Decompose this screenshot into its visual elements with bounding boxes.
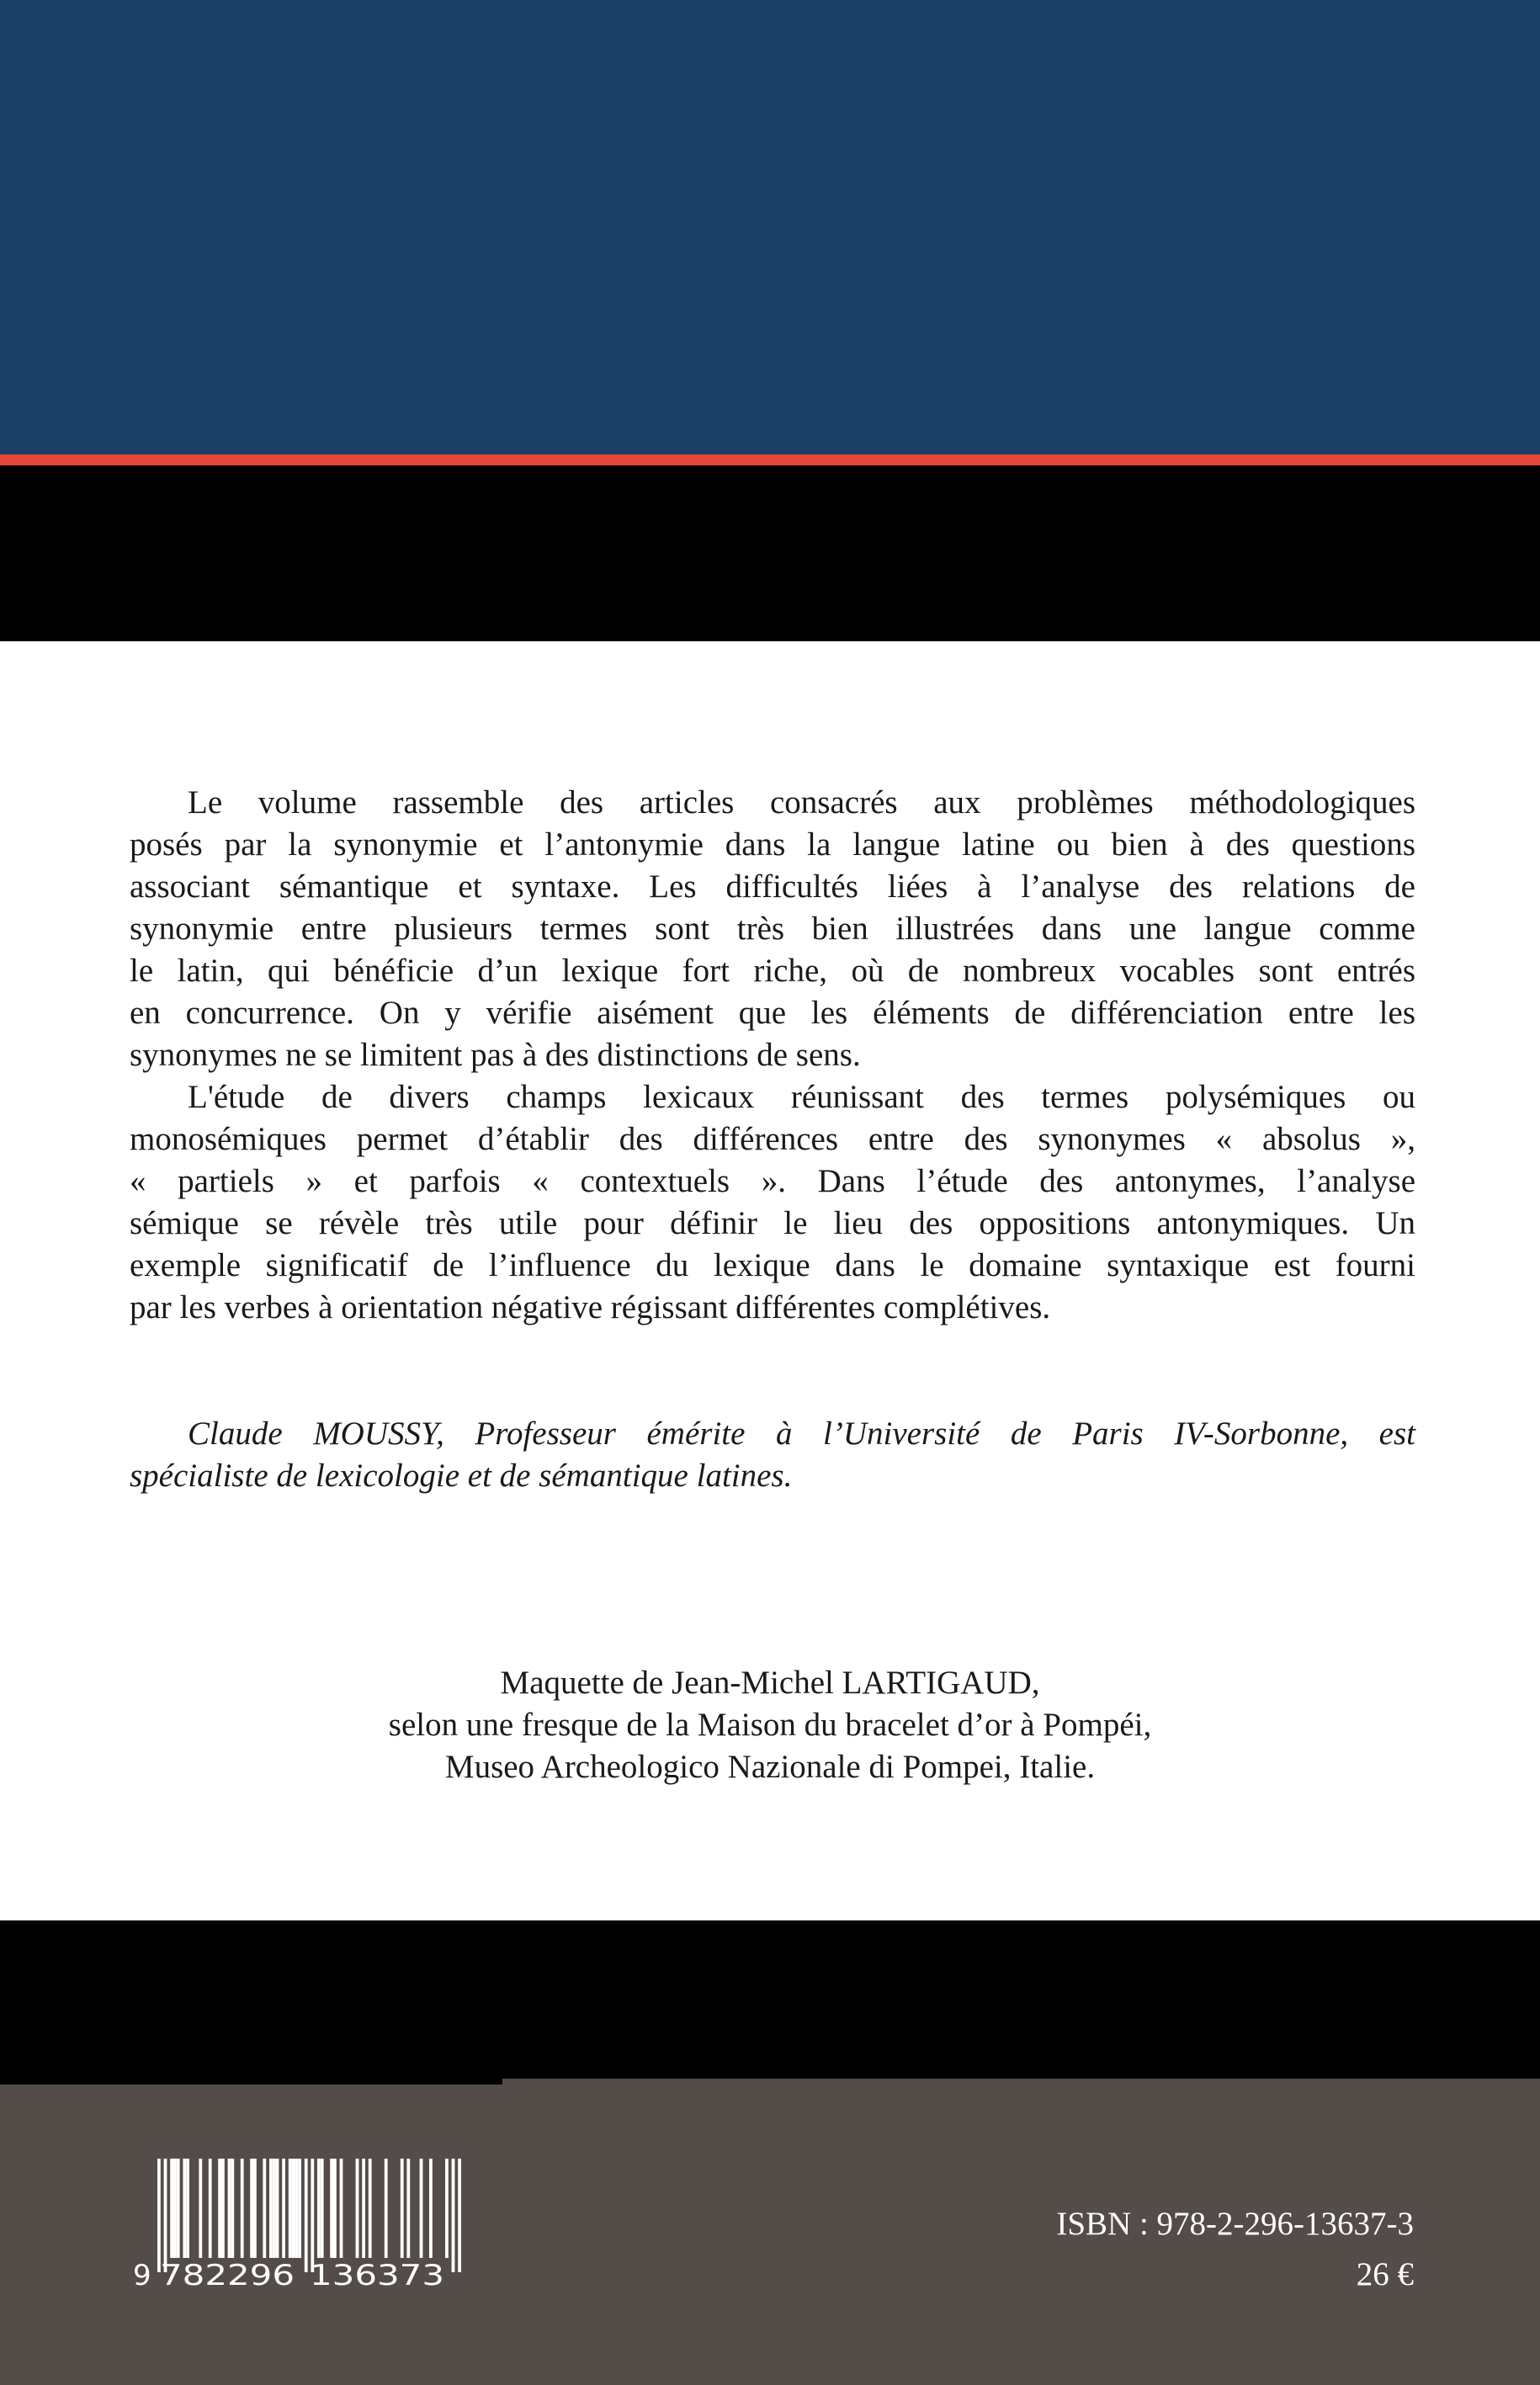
accent-stripe bbox=[0, 454, 1540, 465]
barcode-bar bbox=[177, 2159, 180, 2258]
barcode-bar bbox=[369, 2159, 372, 2258]
barcode-bar bbox=[228, 2159, 231, 2258]
author-bio-line: spécialiste de lexicologie et de sémantique latines. bbox=[130, 1458, 793, 1494]
summary-line: le latin, qui bénéficie d’un lexique fort riche, où de nombreux vocables sont entrés bbox=[130, 953, 1415, 989]
summary-line: par les verbes à orientation négative régissant différentes complétives. bbox=[130, 1289, 1051, 1325]
barcode-bar bbox=[263, 2159, 266, 2258]
summary-line: posés par la synonymie et l’antonymie dans la langue latine ou bien à des questions bbox=[130, 826, 1415, 863]
credits-line: Museo Archeologico Nazionale di Pompei, Italie. bbox=[444, 1749, 1096, 1785]
barcode-bar bbox=[273, 2159, 276, 2258]
barcode-bar bbox=[164, 2159, 167, 2272]
barcode-bar bbox=[362, 2159, 365, 2258]
price-label: 26 € bbox=[1356, 2256, 1414, 2292]
summary-line: L'étude de divers champs lexicaux réunissant des termes polysémiques ou bbox=[188, 1079, 1415, 1115]
barcode-bar bbox=[452, 2159, 455, 2272]
barcode-first-digit: 9 bbox=[133, 2259, 151, 2292]
barcode-right-digits: 136373 bbox=[310, 2259, 444, 2292]
barcode-bar bbox=[241, 2159, 244, 2258]
barcode-bar bbox=[317, 2159, 321, 2258]
barcode-bar bbox=[282, 2159, 285, 2258]
barcode-bars bbox=[157, 2159, 461, 2272]
barcode-bar bbox=[170, 2159, 173, 2258]
summary-line: monosémiques permet d’établir des différences entre des synonymes « absolus », bbox=[130, 1121, 1415, 1157]
barcode-bar bbox=[209, 2159, 212, 2258]
barcode-bar bbox=[406, 2159, 410, 2258]
barcode-bar bbox=[231, 2159, 234, 2258]
barcode-bar bbox=[276, 2159, 279, 2258]
barcode-bar bbox=[305, 2159, 308, 2272]
cover-credits bbox=[0, 1662, 1540, 1788]
barcode-bar bbox=[218, 2159, 221, 2258]
summary-text bbox=[130, 782, 1415, 1329]
black-band-bottom bbox=[0, 1920, 1540, 2079]
barcode-bar bbox=[183, 2159, 186, 2258]
barcode-bar bbox=[269, 2159, 273, 2258]
barcode-bar bbox=[199, 2159, 202, 2258]
barcode-bar bbox=[333, 2159, 337, 2258]
barcode-bar bbox=[295, 2159, 298, 2258]
barcode-bar bbox=[458, 2159, 461, 2272]
isbn-label: ISBN : 978-2-296-13637-3 bbox=[1056, 2206, 1414, 2242]
summary-line: associant sémantique et syntaxe. Les difficultés liées à l’analyse des relations de bbox=[130, 868, 1415, 905]
barcode-bar bbox=[445, 2159, 449, 2258]
summary-line: Le volume rassemble des articles consacrés aux problèmes méthodologiques bbox=[188, 784, 1415, 821]
barcode-bar bbox=[311, 2159, 314, 2272]
summary-line: « partiels » et parfois « contextuels ». Dans l’étude des antonymes, l’analyse bbox=[130, 1163, 1415, 1199]
summary-line: en concurrence. On y vérifie aisément que les éléments de différenciation entre les bbox=[130, 995, 1415, 1031]
barcode-bar bbox=[356, 2159, 359, 2258]
barcode-bar bbox=[401, 2159, 404, 2258]
barcode-bar bbox=[186, 2159, 189, 2258]
barcode-bar bbox=[340, 2159, 343, 2258]
band-notch bbox=[0, 2079, 502, 2085]
author-bio-line: Claude MOUSSY, Professeur émérite à l’Université de Paris IV-Sorbonne, est bbox=[188, 1416, 1415, 1452]
barcode-bar bbox=[221, 2159, 225, 2258]
barcode-bar bbox=[173, 2159, 177, 2258]
barcode-bar bbox=[321, 2159, 324, 2258]
barcode-bar bbox=[253, 2159, 257, 2258]
black-band-top bbox=[0, 465, 1540, 641]
barcode-bar bbox=[385, 2159, 388, 2258]
barcode-bar bbox=[292, 2159, 295, 2258]
summary-line: exemple significatif de l’influence du lexique dans le domaine syntaxique est fourni bbox=[130, 1247, 1415, 1283]
credits-line: Maquette de Jean-Michel LARTIGAUD, bbox=[500, 1665, 1040, 1701]
barcode-bar bbox=[298, 2159, 301, 2258]
barcode-bar bbox=[289, 2159, 292, 2258]
barcode bbox=[126, 2159, 471, 2293]
credits-line: selon une fresque de la Maison du bracelet d’or à Pompéi, bbox=[388, 1707, 1152, 1743]
barcode-left-digits: 782296 bbox=[160, 2259, 295, 2292]
summary-line: synonymes ne se limitent pas à des distinctions de sens. bbox=[130, 1037, 861, 1073]
barcode-bar bbox=[420, 2159, 423, 2258]
barcode-bar bbox=[429, 2159, 433, 2258]
summary-line: synonymie entre plusieurs termes sont très bien illustrées dans une langue comme bbox=[130, 911, 1415, 947]
barcode-bar bbox=[330, 2159, 333, 2258]
top-color-band bbox=[0, 0, 1540, 454]
summary-line: sémique se révèle très utile pour définir le lieu des oppositions antonymiques. Un bbox=[130, 1205, 1415, 1241]
author-bio bbox=[130, 1413, 1415, 1497]
barcode-bar bbox=[250, 2159, 253, 2258]
barcode-bar bbox=[157, 2159, 161, 2272]
